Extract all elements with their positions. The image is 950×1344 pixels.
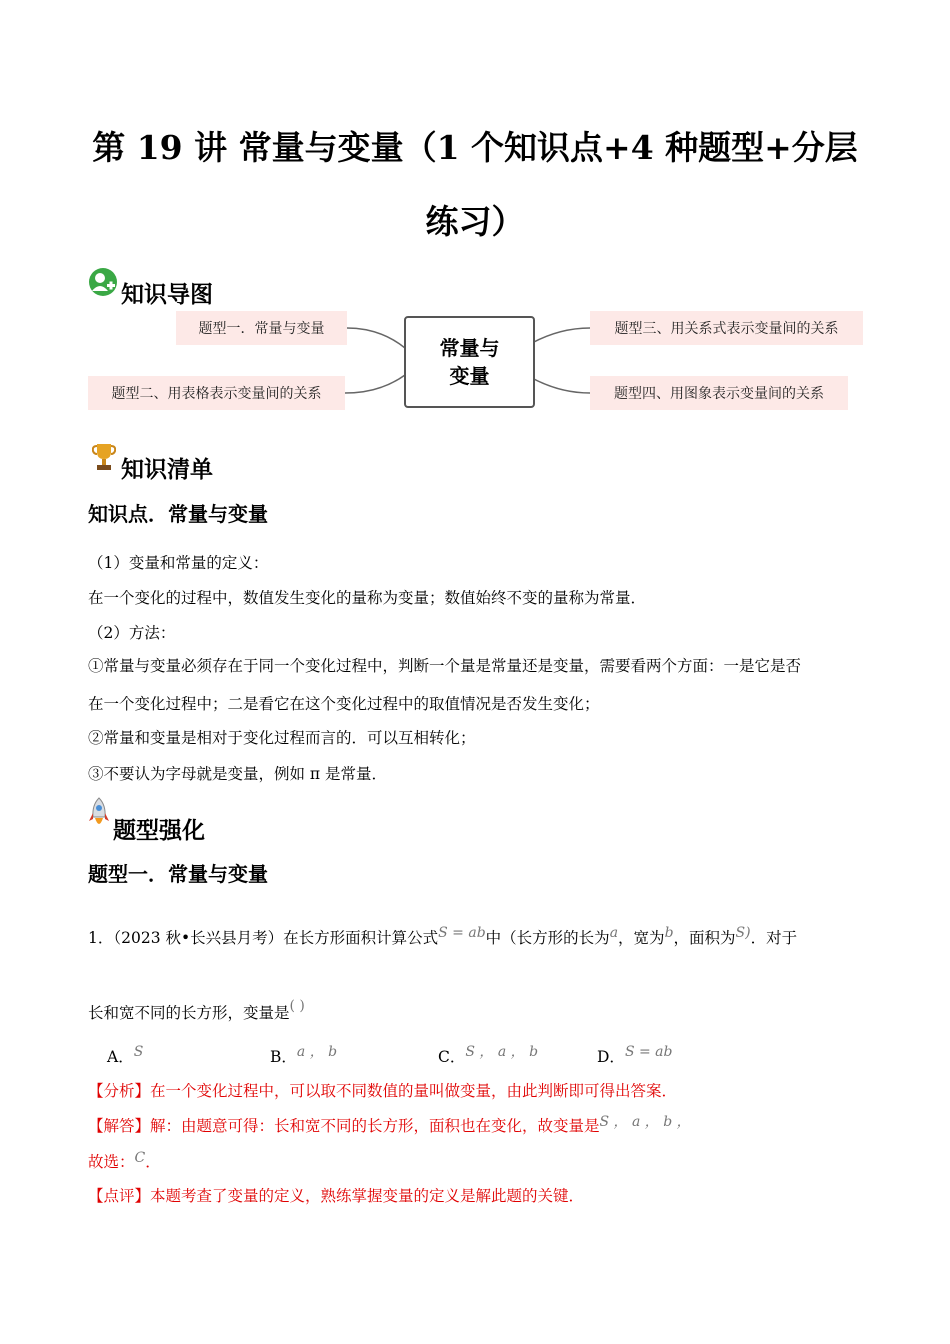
mindmap-center-line2: 变量 [449,364,490,388]
mindmap-node-4: 题型四、用图象表示变量间的关系 [590,376,848,410]
knowledge-line-3: （2）方法： [88,624,176,642]
knowledge-line-7: ③不要认为字母就是变量，例如 π 是常量． [88,765,388,783]
option-a [107,1045,143,1067]
question-1-text-2: 中（长方形的长为 [485,929,610,947]
analysis-text: 【分析】在一个变化过程中，可以取不同数值的量叫做变量，由此判断即可得出答案． [88,1082,678,1100]
option-a-label: A． [107,1048,134,1066]
knowledge-line-4: ①常量与变量必须存在于同一个变化过程中，判断一个量是常量还是变量，需要看两个方面：一是它是否 [88,657,802,675]
question-1-line2 [88,998,305,1023]
mindmap-node-3: 题型三、用关系式表示变量间的关系 [590,311,863,345]
option-c-value: S ， a ， b [465,1044,539,1060]
question-1-text-3: ，宽为 [618,929,665,947]
mindmap-center-node [404,316,535,408]
answer-variables: S ， a ， b ， [599,1114,691,1130]
trophy-icon [92,442,116,472]
mindmap-node-2: 题型二、用表格表示变量间的关系 [88,376,345,410]
knowledge-line-2: 在一个变化的过程中，数值发生变化的量称为变量；数值始终不变的量称为常量． [88,589,647,607]
knowledge-point-title: 知识点．常量与变量 [88,502,268,526]
var-b: b [664,925,674,941]
rocket-icon [88,797,110,831]
mindmap-heading: 知识导图 [121,282,213,308]
question-1-line1 [88,926,797,948]
user-badge-icon [88,267,118,297]
var-a: a [609,925,619,941]
question-1-text-4: ，面积为 [673,929,736,947]
knowledge-heading: 知识清单 [121,457,213,483]
mindmap-node-1: 题型一．常量与变量 [176,311,347,345]
answer-text-main: 【解答】解：由题意可得：长和宽不同的长方形，面积也在变化，故变量是 [88,1117,600,1135]
knowledge-line-6: ②常量和变量是相对于变化过程而言的．可以互相转化； [88,729,476,747]
knowledge-line-5: 在一个变化过程中；二是看它在这个变化过程中的取值情况是否发生变化； [88,695,600,713]
question-1-stem: 长和宽不同的长方形，变量是 [88,1004,290,1022]
mindmap-center-line1: 常量与 [439,336,500,360]
choice-label: 故选： [88,1153,135,1171]
option-d-label: D． [597,1048,625,1066]
option-c [438,1045,538,1067]
option-b-value: a ， b [296,1044,338,1060]
page-title-line1: 第 19 讲 常量与变量（1 个知识点+4 种题型+分层 [92,128,858,167]
page-title-line2: 练习） [425,202,525,241]
option-b-label: B． [270,1048,297,1066]
answer-text [88,1114,691,1136]
choice-value: C [134,1150,146,1166]
option-b [270,1045,337,1067]
formula-s-ab: S = ab [438,925,486,941]
choice-end: ． [145,1153,161,1171]
option-d-value: S = ab [624,1044,673,1060]
var-s: S) [735,925,751,941]
answer-paren: ( ) [289,998,305,1014]
option-d [597,1045,672,1067]
knowledge-line-1: （1）变量和常量的定义： [88,554,269,572]
practice-heading: 题型强化 [113,818,205,844]
question-1-text-5: ．对于 [750,929,798,947]
comment-text: 【点评】本题考查了变量的定义，熟练掌握变量的定义是解此题的关键． [88,1187,585,1205]
practice-type-title: 题型一．常量与变量 [88,862,268,886]
choice-text [88,1150,161,1172]
option-c-label: C． [438,1048,466,1066]
option-a-value: S [133,1044,144,1060]
question-1-intro: 1．（2023 秋•长兴县月考）在长方形面积计算公式 [88,929,439,947]
